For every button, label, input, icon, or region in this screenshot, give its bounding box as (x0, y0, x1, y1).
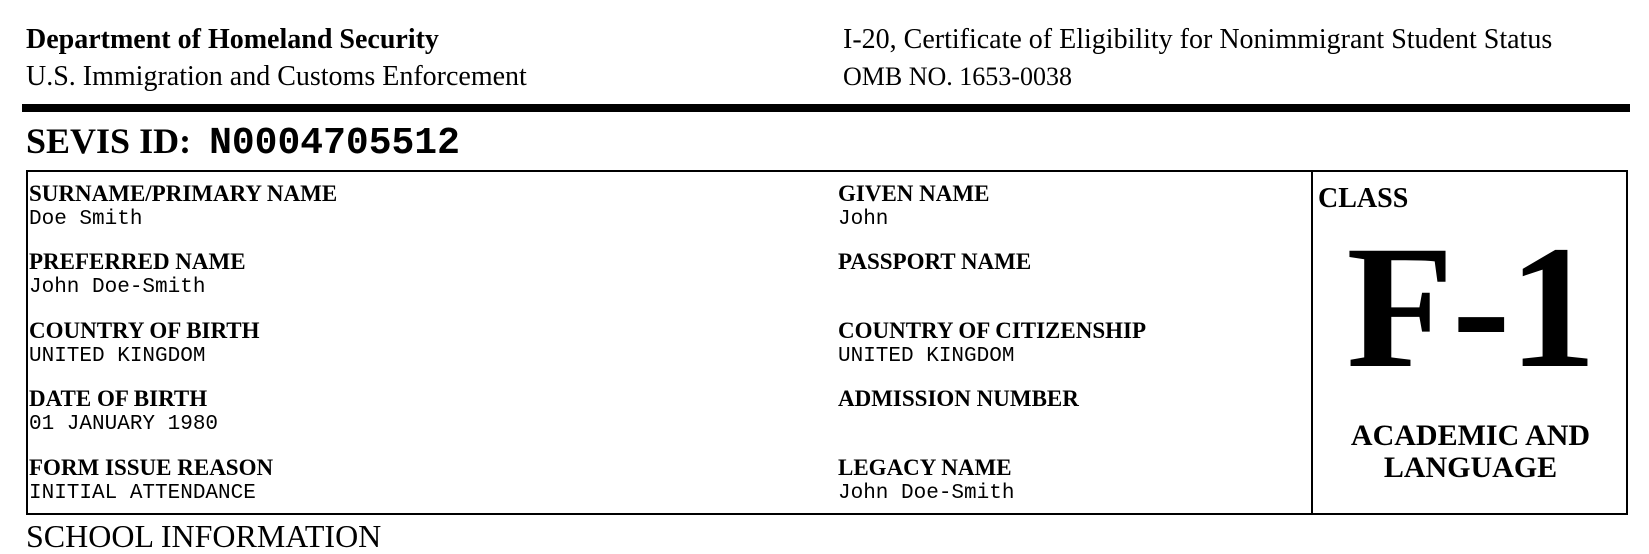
country-of-citizenship-value: UNITED KINGDOM (838, 345, 1015, 368)
class-description-line2: LANGUAGE (1383, 451, 1558, 484)
surname-field (29, 181, 337, 233)
sevis-id-line (26, 117, 460, 168)
header-right (843, 22, 1552, 96)
form-issue-reason-value: INITIAL ATTENDANCE (29, 482, 256, 505)
country-of-birth-value: UNITED KINGDOM (29, 345, 206, 368)
country-of-citizenship-field (838, 318, 1146, 370)
form-issue-reason-label: FORM ISSUE REASON (29, 455, 274, 480)
passport-name-value (838, 275, 1031, 301)
surname-label: SURNAME/PRIMARY NAME (29, 181, 338, 206)
passport-name-label: PASSPORT NAME (838, 249, 1032, 274)
header-rule (22, 104, 1630, 112)
legacy-name-field (838, 455, 1014, 507)
date-of-birth-label: DATE OF BIRTH (29, 386, 208, 411)
date-of-birth-value: 01 JANUARY 1980 (29, 413, 219, 436)
legacy-name-label: LEGACY NAME (838, 455, 1012, 480)
form-issue-reason-field (29, 455, 273, 507)
admission-number-label: ADMISSION NUMBER (838, 386, 1079, 411)
department-name: Department of Homeland Security (26, 24, 439, 55)
country-of-citizenship-label: COUNTRY OF CITIZENSHIP (838, 318, 1147, 343)
school-information-heading (26, 518, 526, 554)
legacy-name-value: John Doe-Smith (838, 482, 1015, 505)
class-code: F-1 (1346, 210, 1595, 405)
preferred-name-label: PREFERRED NAME (29, 249, 246, 274)
country-of-birth-label: COUNTRY OF BIRTH (29, 318, 260, 343)
admission-number-field (838, 386, 1079, 438)
preferred-name-field (29, 249, 246, 301)
given-name-field (838, 181, 989, 233)
class-label: CLASS (1318, 183, 1409, 214)
class-description (1313, 420, 1628, 484)
class-description-line1: ACADEMIC AND (1350, 419, 1591, 452)
school-information-title: SCHOOL INFORMATION (26, 518, 382, 554)
passport-name-field (838, 249, 1031, 301)
agency-name: U.S. Immigration and Customs Enforcement (26, 61, 527, 92)
form-title: I-20, Certificate of Eligibility for Nonimmigrant Student Status (843, 24, 1553, 55)
admission-number-value (838, 412, 1079, 438)
date-of-birth-field (29, 386, 218, 438)
surname-value: Doe Smith (29, 208, 143, 231)
omb-number: OMB NO. 1653-0038 (843, 62, 1072, 91)
header-left (26, 22, 527, 96)
given-name-label: GIVEN NAME (838, 181, 990, 206)
sevis-id-label: SEVIS ID: (26, 121, 192, 161)
country-of-birth-field (29, 318, 260, 370)
preferred-name-value: John Doe-Smith (29, 276, 206, 299)
given-name-value: John (838, 208, 889, 231)
sevis-id-value: N0004705512 (209, 122, 460, 165)
